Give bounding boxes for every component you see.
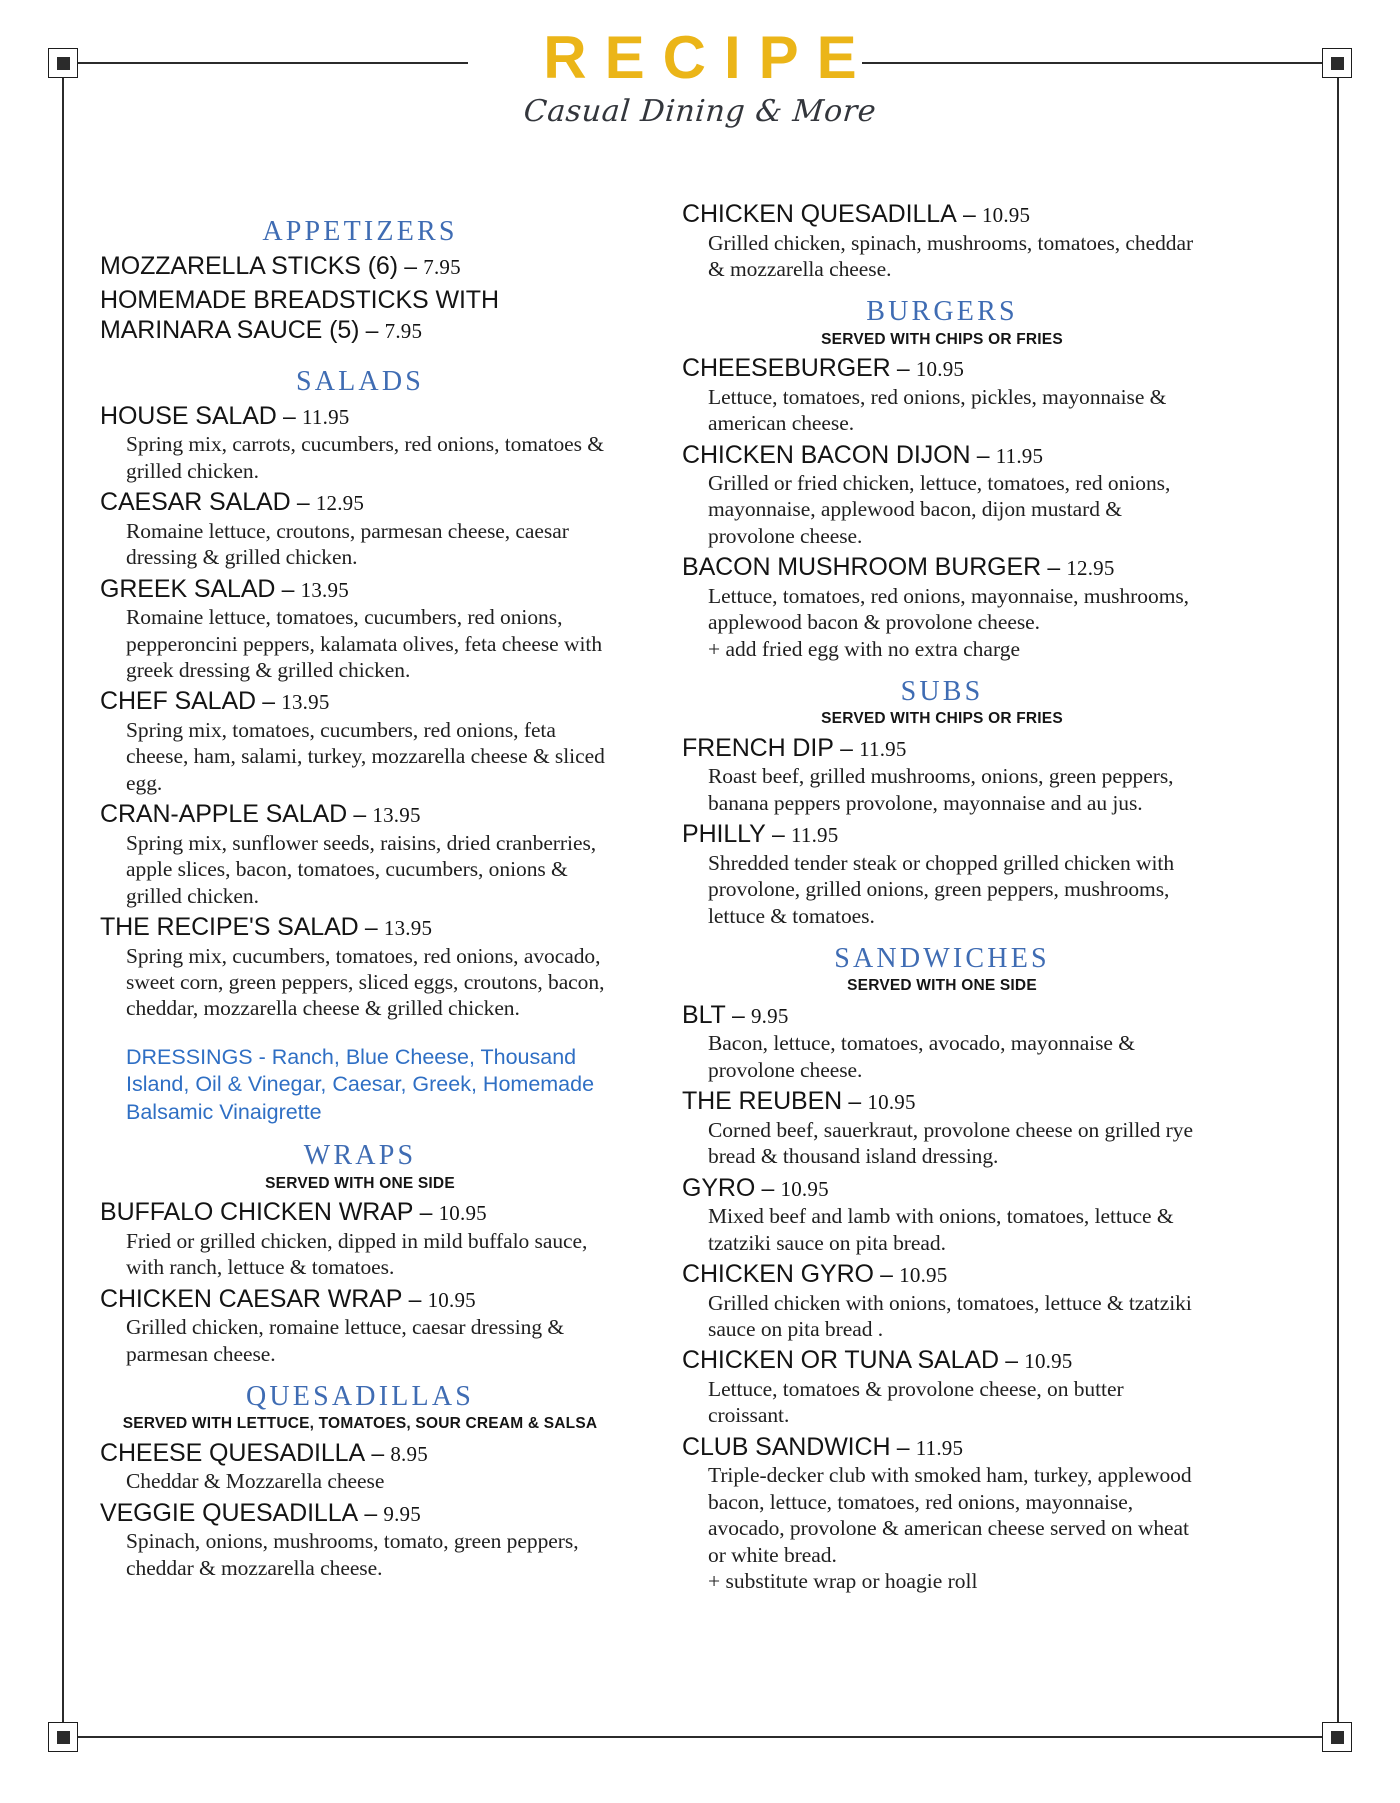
- menu-item-price: 11.95: [859, 736, 907, 761]
- corner-marker-top-left: [48, 48, 78, 78]
- price-separator: –: [347, 801, 373, 828]
- menu-item: [100, 1438, 620, 1495]
- menu-item-label: GYRO: [682, 1173, 756, 1202]
- corner-marker-top-right: [1322, 48, 1352, 78]
- price-separator: –: [1041, 554, 1067, 581]
- menu-item-description: Lettuce, tomatoes & provolone cheese, on butter croissant.: [708, 1376, 1124, 1428]
- menu-item-name: [100, 799, 620, 830]
- price-separator: –: [359, 317, 385, 344]
- section-heading-sandwiches: SANDWICHES: [834, 943, 1050, 975]
- menu-item: [100, 574, 620, 684]
- menu-item: [100, 1498, 620, 1581]
- menu-item: [682, 733, 1202, 816]
- menu-item-name: [682, 1086, 1202, 1117]
- price-separator: –: [970, 441, 996, 468]
- menu-item: [100, 251, 620, 282]
- price-separator: –: [755, 1174, 781, 1201]
- menu-item-price: 10.95: [427, 1287, 476, 1312]
- menu-item-price: 12.95: [315, 491, 365, 516]
- menu-item-price: 10.95: [780, 1176, 829, 1201]
- menu-item-price: 9.95: [750, 1003, 789, 1028]
- section-heading-burgers: BURGERS: [866, 296, 1018, 328]
- menu-item-description: Grilled chicken, spinach, mushrooms, tomatoes, cheddar & mozzarella cheese.: [708, 230, 1194, 281]
- menu-item-description: Lettuce, tomatoes, red onions, pickles, mayonnaise & american cheese.: [708, 384, 1167, 436]
- price-separator: –: [402, 1285, 428, 1312]
- menu-item-description: Grilled or fried chicken, lettuce, tomatoes, red onions, mayonnaise, applewood bacon, dijon mustard & provolone cheese.: [708, 471, 1171, 548]
- menu-item-label: MOZZARELLA STICKS (6): [100, 252, 398, 281]
- menu-item-name: [100, 401, 620, 432]
- menu-item-description: Triple-decker club with smoked ham, turkey, applewood bacon, lettuce, tomatoes, red onions, mayonnaise, avocado, provolone & american cheese served on wheat or white bread.: [708, 1463, 1192, 1567]
- price-separator: –: [275, 575, 301, 602]
- menu-item: [100, 487, 620, 570]
- menu-item-label: CHEESE QUESADILLA: [100, 1438, 366, 1467]
- menu-columns: [100, 196, 1300, 1594]
- price-separator: –: [276, 402, 303, 429]
- menu-item: [100, 1197, 620, 1280]
- menu-item: [682, 353, 1202, 436]
- menu-item: [100, 285, 620, 346]
- section-heading-wraps: WRAPS: [303, 1140, 417, 1172]
- corner-marker-bottom-left: [48, 1722, 78, 1752]
- menu-item-description: Spinach, onions, mushrooms, tomato, green peppers, cheddar & mozzarella cheese.: [126, 1529, 579, 1580]
- menu-item-label: CHICKEN GYRO: [682, 1260, 874, 1289]
- menu-item-price: 12.95: [1066, 556, 1115, 581]
- menu-item-name: [682, 353, 1202, 384]
- section-heading-appetizers: APPETIZERS: [262, 216, 458, 247]
- menu-item-description: Lettuce, tomatoes, red onions, mayonnaise, mushrooms, applewood bacon & provolone cheese.: [708, 583, 1190, 635]
- menu-item-description: Roast beef, grilled mushrooms, onions, green peppers, banana peppers provolone, mayonnaise and au jus.: [708, 764, 1174, 815]
- section-subtitle-subs: SERVED WITH CHIPS OR FRIES: [821, 710, 1063, 728]
- corner-marker-bottom-right: [1322, 1722, 1352, 1752]
- section-subtitle-wraps: SERVED WITH ONE SIDE: [265, 1174, 455, 1192]
- menu-item-label: CHICKEN CAESAR WRAP: [100, 1284, 403, 1313]
- menu-item-description: Spring mix, tomatoes, cucumbers, red onions, feta cheese, ham, salami, turkey, mozzarella cheese & sliced egg.: [126, 717, 605, 795]
- menu-item-price: 7.95: [423, 255, 461, 280]
- masthead: [0, 24, 1400, 129]
- menu-item: [682, 1345, 1202, 1428]
- menu-item-label: BUFFALO CHICKEN WRAP: [100, 1198, 414, 1227]
- menu-item-price: 10.95: [438, 1201, 487, 1226]
- price-separator: –: [765, 821, 791, 848]
- menu-item-price: 11.95: [995, 443, 1044, 468]
- menu-item-name: [682, 819, 1202, 850]
- price-separator: –: [358, 914, 384, 941]
- menu-item-name: [682, 1345, 1202, 1376]
- price-separator: –: [358, 1499, 384, 1526]
- frame-line-left: [62, 78, 64, 1722]
- menu-item-price: 13.95: [300, 577, 349, 602]
- section-subtitle-quesadillas: SERVED WITH LETTUCE, TOMATOES, SOUR CREAM & SALSA: [122, 1415, 598, 1433]
- section-heading-subs: SUBS: [900, 676, 984, 708]
- menu-item-label: VEGGIE QUESADILLA: [100, 1498, 359, 1527]
- menu-item-name: [682, 199, 1202, 230]
- price-separator: –: [365, 1439, 391, 1466]
- menu-item-label: CLUB SANDWICH: [682, 1432, 891, 1461]
- price-separator: –: [397, 253, 424, 280]
- menu-item-note: + substitute wrap or hoagie roll: [708, 1569, 978, 1594]
- menu-item-label: CHEF SALAD: [100, 687, 256, 716]
- menu-item: [100, 912, 620, 1022]
- corner-marker-square-icon: [57, 57, 70, 70]
- menu-item-label: CHICKEN QUESADILLA: [682, 200, 957, 228]
- section-heading-salads: SALADS: [295, 365, 425, 397]
- section-heading-quesadillas: QUESADILLAS: [245, 1380, 475, 1412]
- menu-item: [682, 552, 1202, 662]
- menu-item-price: 11.95: [302, 404, 350, 429]
- restaurant-tagline: Casual Dining & More: [522, 94, 878, 129]
- restaurant-name: RECIPE: [543, 24, 875, 91]
- frame-line-right: [1337, 78, 1339, 1722]
- menu-item: [682, 1086, 1202, 1169]
- menu-item-price: 10.95: [915, 357, 965, 382]
- menu-item-name: [100, 1438, 620, 1469]
- menu-item: [100, 401, 620, 484]
- price-separator: –: [842, 1088, 868, 1115]
- menu-item-name: [100, 1197, 620, 1228]
- menu-item-price: 10.95: [867, 1090, 916, 1115]
- menu-item-label: CHICKEN BACON DIJON: [682, 440, 971, 469]
- menu-item-label: HOMEMADE BREADSTICKS WITH MARINARA SAUCE (5): [100, 285, 499, 345]
- menu-item-name: [100, 487, 620, 518]
- menu-item-name: [100, 912, 620, 943]
- price-separator: –: [890, 355, 916, 382]
- menu-item-name: [100, 574, 620, 605]
- menu-item-label: FRENCH DIP: [682, 733, 834, 762]
- menu-item-name: [682, 1259, 1202, 1290]
- price-separator: –: [998, 1347, 1025, 1374]
- menu-item: [682, 1000, 1202, 1083]
- menu-item-label: GREEK SALAD: [100, 574, 276, 603]
- menu-item-label: HOUSE SALAD: [100, 401, 277, 430]
- menu-item-description: Spring mix, cucumbers, tomatoes, red onions, avocado, sweet corn, green peppers, sliced eggs, croutons, bacon, cheddar, mozzarella cheese & grilled chicken.: [126, 943, 605, 1021]
- price-separator: –: [290, 489, 316, 516]
- menu-column-left: [100, 196, 620, 1594]
- price-separator: –: [956, 201, 982, 227]
- menu-item-label: THE RECIPE'S SALAD: [100, 913, 359, 942]
- menu-item-price: 11.95: [790, 823, 839, 848]
- menu-item-name: [100, 251, 620, 282]
- section-subtitle-sandwiches: SERVED WITH ONE SIDE: [847, 977, 1037, 995]
- corner-marker-square-icon: [1331, 1731, 1344, 1744]
- frame-line-bottom: [78, 1736, 1322, 1738]
- menu-item-description: Bacon, lettuce, tomatoes, avocado, mayonnaise & provolone cheese.: [708, 1031, 1135, 1082]
- menu-item-description: Fried or grilled chicken, dipped in mild buffalo sauce, with ranch, lettuce & tomatoes.: [126, 1228, 588, 1280]
- menu-item-label: PHILLY: [682, 820, 766, 849]
- corner-marker-square-icon: [57, 1731, 70, 1744]
- menu-item-price: 8.95: [390, 1441, 428, 1466]
- menu-item-description: Spring mix, carrots, cucumbers, red onions, tomatoes & grilled chicken.: [126, 432, 604, 483]
- menu-item: [100, 1284, 620, 1367]
- menu-item-description: Romaine lettuce, tomatoes, cucumbers, red onions, pepperoncini peppers, kalamata olives, feta cheese with greek dressing & grilled chicken.: [126, 605, 603, 682]
- menu-item-price: 10.95: [1024, 1349, 1073, 1374]
- menu-item-name: [682, 1432, 1202, 1463]
- menu-item-name: [682, 552, 1202, 583]
- menu-item-description: Cheddar & Mozzarella cheese: [126, 1469, 385, 1494]
- menu-item: [682, 1432, 1202, 1595]
- menu-item-label: CHEESEBURGER: [682, 354, 891, 383]
- price-separator: –: [413, 1199, 439, 1226]
- price-separator: –: [873, 1261, 900, 1288]
- menu-item-name: [682, 1000, 1202, 1031]
- dressings-note: DRESSINGS - Ranch, Blue Cheese, Thousand Island, Oil & Vinegar, Caesar, Greek, Homemade Balsamic Vinaigrette: [126, 1044, 595, 1124]
- menu-item-price: 13.95: [383, 916, 433, 941]
- menu-item: [682, 440, 1202, 550]
- menu-item-label: BLT: [682, 1000, 726, 1029]
- menu-item: [682, 1259, 1202, 1342]
- menu-item-price: 10.95: [899, 1263, 948, 1288]
- price-separator: –: [890, 1433, 916, 1460]
- corner-marker-square-icon: [1331, 57, 1344, 70]
- menu-item-description: Mixed beef and lamb with onions, tomatoes, lettuce & tzatziki sauce on pita bread.: [708, 1204, 1174, 1255]
- section-subtitle-burgers: SERVED WITH CHIPS OR FRIES: [821, 330, 1063, 348]
- menu-item: [100, 799, 620, 909]
- menu-item-label: CRAN-APPLE SALAD: [100, 800, 348, 829]
- menu-item: [682, 1173, 1202, 1256]
- menu-item-price: 7.95: [384, 319, 423, 344]
- menu-item-price: 11.95: [915, 1435, 964, 1460]
- menu-item-price: 13.95: [281, 690, 330, 715]
- menu-item: [682, 199, 1202, 282]
- menu-item-description: Spring mix, sunflower seeds, raisins, dried cranberries, apple slices, bacon, tomatoes, cucumbers, onions & grilled chicken.: [126, 830, 597, 908]
- menu-item-price: 13.95: [372, 803, 421, 828]
- menu-item-price: 10.95: [981, 203, 1031, 227]
- menu-item-name: [682, 733, 1202, 764]
- menu-item-note: + add fried egg with no extra charge: [708, 636, 1021, 661]
- menu-item-description: Corned beef, sauerkraut, provolone cheese on grilled rye bread & thousand island dressing.: [708, 1117, 1193, 1169]
- menu-item-label: CAESAR SALAD: [100, 488, 291, 517]
- menu-item-description: Grilled chicken with onions, tomatoes, lettuce & tzatziki sauce on pita bread .: [708, 1290, 1192, 1341]
- menu-item-name: [100, 686, 620, 717]
- price-separator: –: [725, 1001, 751, 1028]
- menu-item-name: [100, 285, 620, 346]
- menu-item-description: Grilled chicken, romaine lettuce, caesar dressing & parmesan cheese.: [126, 1315, 565, 1366]
- menu-item-label: THE REUBEN: [682, 1087, 843, 1116]
- price-separator: –: [255, 688, 282, 715]
- menu-item-name: [100, 1498, 620, 1529]
- menu-item-name: [682, 1173, 1202, 1204]
- price-separator: –: [833, 734, 860, 761]
- menu-column-right: [682, 196, 1202, 1594]
- menu-item: [100, 686, 620, 796]
- menu-item: [682, 819, 1202, 929]
- menu-item-description: Shredded tender steak or chopped grilled chicken with provolone, grilled onions, green peppers, mushrooms, lettuce & tomatoes.: [708, 850, 1175, 928]
- menu-item-label: BACON MUSHROOM BURGER: [682, 553, 1042, 582]
- menu-item-name: [100, 1284, 620, 1315]
- menu-item-name: [682, 440, 1202, 471]
- menu-item-price: 9.95: [383, 1501, 421, 1526]
- menu-item-description: Romaine lettuce, croutons, parmesan cheese, caesar dressing & grilled chicken.: [126, 518, 569, 570]
- menu-item-label: CHICKEN OR TUNA SALAD: [682, 1346, 999, 1375]
